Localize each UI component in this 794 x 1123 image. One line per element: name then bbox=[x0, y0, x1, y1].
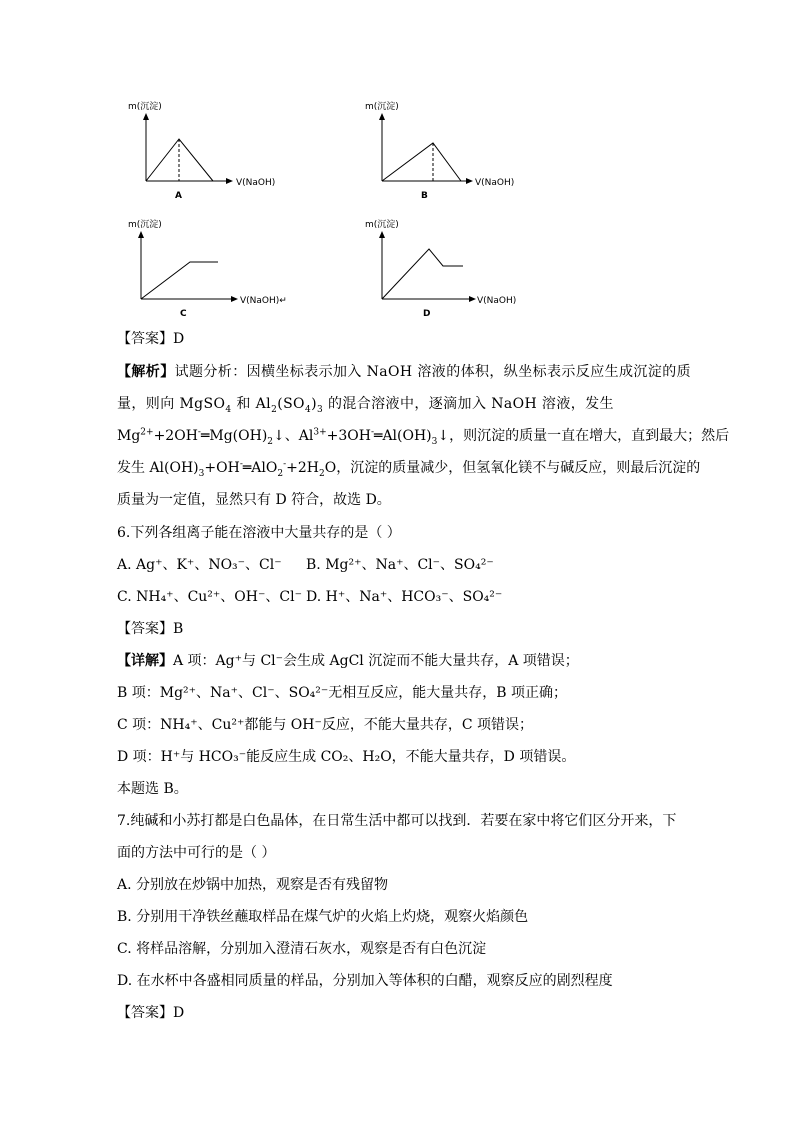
text: +3OH bbox=[326, 428, 371, 444]
text: 发生 Al(OH) bbox=[117, 460, 199, 476]
y-axis-label: m(沉淀) bbox=[128, 220, 162, 230]
analysis-text: 试题分析：因横坐标表示加入 NaOH 溶液的体积，纵坐标表示反应生成沉淀的质 bbox=[174, 364, 691, 380]
q5-analysis-line-3 bbox=[117, 426, 729, 446]
q6-detail-d: D 项：H⁺与 HCO₃⁻能反应生成 CO₂、H₂O，不能大量共存，D 项错误。 bbox=[117, 749, 576, 765]
graph-label: A bbox=[175, 191, 182, 201]
graph-label: D bbox=[423, 309, 431, 319]
q7-option-d: D. 在水杯中各盛相同质量的样品，分别加入等体积的白醋，观察反应的剧烈程度 bbox=[117, 973, 613, 989]
q6-detail-b: B 项：Mg²⁺、Na⁺、Cl⁻、SO₄²⁻无相互反应，能大量共存，B 项正确； bbox=[117, 685, 568, 701]
superscript: - bbox=[197, 427, 201, 438]
analysis-tag: 【解析】 bbox=[117, 364, 175, 380]
q5-analysis-line-4 bbox=[117, 458, 700, 478]
superscript: - bbox=[283, 459, 287, 470]
text: 的混合溶液中，逐滴加入 NaOH 溶液，发生 bbox=[323, 396, 614, 412]
graph-c bbox=[125, 216, 305, 321]
precipitate-curve bbox=[382, 249, 463, 299]
q7-option-a: A. 分别放在炒锅中加热，观察是否有残留物 bbox=[117, 877, 389, 893]
subscript: 2 bbox=[319, 468, 325, 479]
precipitate-curve bbox=[141, 262, 218, 299]
subscript: 2 bbox=[271, 404, 278, 415]
graph-d bbox=[365, 216, 540, 321]
graph-label: C bbox=[180, 309, 187, 319]
graph-d-svg bbox=[365, 216, 540, 321]
text: Mg bbox=[117, 428, 141, 444]
graph-a-svg bbox=[128, 98, 298, 203]
q6-option-d: D. H⁺、Na⁺、HCO₃⁻、SO₄²⁻ bbox=[306, 589, 503, 605]
subscript: 3 bbox=[198, 468, 205, 479]
x-axis-label: V(NaOH) bbox=[236, 178, 276, 188]
q6-option-b: B. Mg²⁺、Na⁺、Cl⁻、SO₄²⁻ bbox=[306, 557, 494, 573]
graph-c-svg bbox=[125, 216, 305, 321]
q6-answer: 【答案】B bbox=[117, 621, 184, 637]
text: 量，则向 MgSO bbox=[117, 396, 226, 412]
precipitate-curve bbox=[382, 143, 461, 181]
graph-label: B bbox=[421, 191, 428, 201]
x-axis-label: V(NaOH) bbox=[475, 178, 515, 188]
graph-b bbox=[365, 98, 540, 203]
q5-analysis-line-5: 质量为一定值，显然只有 D 符合，故选 D。 bbox=[117, 492, 391, 508]
superscript: - bbox=[370, 427, 375, 438]
subscript: 2 bbox=[277, 468, 284, 479]
q5-analysis-line-2 bbox=[117, 394, 614, 414]
y-axis-label: m(沉淀) bbox=[365, 102, 399, 112]
text: +2OH bbox=[153, 428, 198, 444]
q7-stem-line-2: 面的方法中可行的是（ ） bbox=[117, 845, 276, 861]
q6-option-c: C. NH₄⁺、Cu²⁺、OH⁻、Cl⁻ bbox=[117, 589, 302, 605]
q6-option-a: A. Ag⁺、K⁺、NO₃⁻、Cl⁻ bbox=[117, 557, 282, 573]
detail-text: A 项：Ag⁺与 Cl⁻会生成 AgCl 沉淀而不能大量共存，A 项错误； bbox=[173, 653, 579, 669]
q6-conclusion: 本题选 B。 bbox=[117, 781, 188, 797]
text: ) bbox=[311, 396, 317, 412]
y-axis-label: m(沉淀) bbox=[128, 102, 162, 112]
text: (SO bbox=[277, 396, 305, 412]
subscript: 3 bbox=[316, 404, 324, 415]
detail-tag: 【详解】 bbox=[117, 653, 173, 669]
graph-a bbox=[128, 98, 298, 203]
x-axis-label: V(NaOH) bbox=[477, 296, 517, 306]
text: 和 Al bbox=[231, 396, 272, 412]
text: +2H bbox=[286, 460, 319, 476]
q7-option-c: C. 将样品溶解，分别加入澄清石灰水，观察是否有白色沉淀 bbox=[117, 941, 487, 957]
graph-b-svg bbox=[365, 98, 540, 203]
text: ═Al(OH) bbox=[374, 428, 432, 444]
y-axis-label: m(沉淀) bbox=[365, 220, 399, 230]
q7-option-b: B. 分别用干净铁丝蘸取样品在煤气炉的火焰上灼烧，观察火焰颜色 bbox=[117, 909, 529, 925]
q6-stem: 6.下列各组离子能在溶液中大量共存的是（ ） bbox=[117, 525, 401, 541]
text: ↓，则沉淀的质量一直在增大，直到最大；然后 bbox=[437, 428, 730, 444]
text: ═AlO bbox=[242, 460, 278, 476]
text: ↓、Al bbox=[273, 428, 314, 444]
subscript: 2 bbox=[267, 436, 274, 447]
q5-answer: 【答案】D bbox=[117, 331, 185, 347]
q7-answer: 【答案】D bbox=[117, 1005, 185, 1021]
text: ═Mg(OH) bbox=[200, 428, 268, 444]
text: O，沉淀的质量减少，但氢氧化镁不与碱反应，则最后沉淀的 bbox=[324, 460, 701, 476]
q6-detail-c: C 项：NH₄⁺、Cu²⁺都能与 OH⁻反应，不能大量共存，C 项错误； bbox=[117, 717, 534, 733]
q5-analysis-line-1 bbox=[117, 362, 691, 382]
superscript: 2+ bbox=[140, 427, 154, 438]
superscript: 3+ bbox=[313, 427, 327, 438]
subscript: 4 bbox=[225, 404, 232, 415]
superscript: - bbox=[239, 459, 243, 470]
subscript: 3 bbox=[431, 436, 438, 447]
x-axis-label: V(NaOH)↵ bbox=[240, 296, 287, 306]
q6-detail-a bbox=[117, 651, 579, 671]
subscript: 4 bbox=[304, 404, 312, 415]
q7-stem-line-1: 7.纯碱和小苏打都是白色晶体，在日常生活中都可以找到．若要在家中将它们区分开来，下 bbox=[117, 813, 677, 829]
text: +OH bbox=[204, 460, 240, 476]
